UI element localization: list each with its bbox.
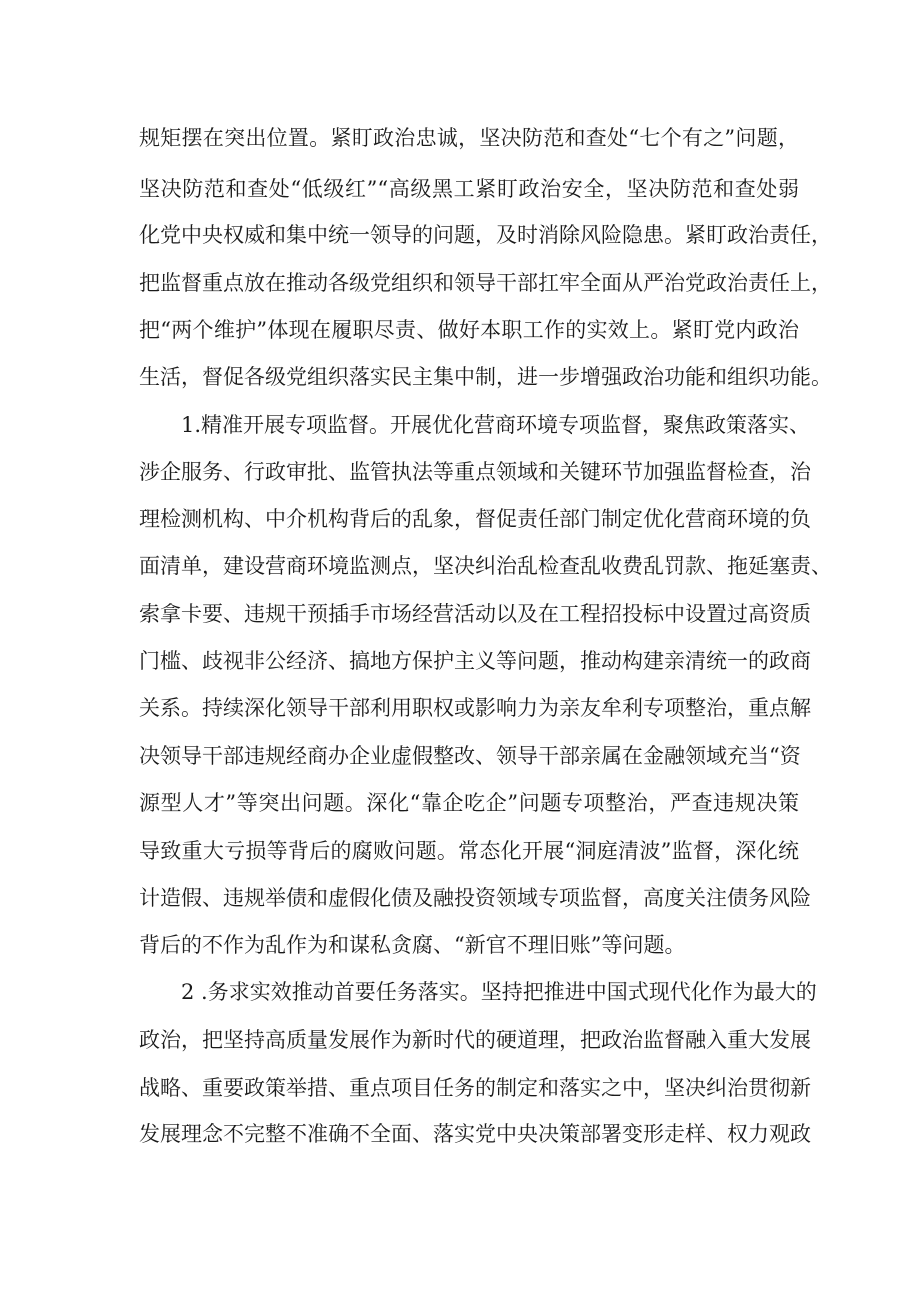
section-heading-line: 2 .务求实效推动首要任务落实。坚持把推进中国式现代化作为最大的 [181,980,817,1004]
text-line: 计造假、违规举债和虚假化债及融投资领域专项监督，高度关注债务风险 [139,886,811,910]
text-line: 关系。持续深化领导干部利用职权或影响力为亲友牟利专项整治，重点解 [139,696,811,720]
text-line: 规矩摆在突出位置。紧盯政治忠诚，坚决防范和查处“七个有之”问题， [139,126,799,150]
text-line: 化党中央权威和集中统一领导的问题，及时消除风险隐患。紧盯政治责任， [139,223,832,247]
text-line: 坚决防范和查处“低级红”“高级黑工紧盯政治安全，坚决防范和查处弱 [139,177,799,201]
text-line: 决领导干部违规经商办企业虚假整改、领导干部亲属在金融领域充当“资 [139,744,801,768]
text-line: 发展理念不完整不准确不全面、落实党中央决策部署变形走样、权力观政 [139,1122,811,1146]
text-line: 把监督重点放在推动各级党组织和领导干部扛牢全面从严治党政治责任上， [139,271,832,295]
text-line: 战略、重要政策举措、重点项目任务的制定和落实之中，坚决纠治贯彻新 [139,1076,811,1100]
text-line: 门槛、歧视非公经济、搞地方保护主义等问题，推动构建亲清统一的政商 [139,649,811,673]
text-line: 生活，督促各级党组织落实民主集中制，进一步增强政治功能和组织功能。 [139,365,832,389]
text-line: 背后的不作为乱作为和谋私贪腐、“新官不理旧账”等问题。 [139,933,686,957]
text-line: 涉企服务、行政审批、监管执法等重点领域和关键环节加强监督检查，治 [139,460,811,484]
text-line: 理检测机构、中介机构背后的乱象，督促责任部门制定优化营商环境的负 [139,507,811,531]
text-line: 政治，把坚持高质量发展作为新时代的硬道理，把政治监督融入重大发展 [139,1028,811,1052]
text-line: 导致重大亏损等背后的腐败问题。常态化开展“洞庭清波”监督，深化统 [139,839,799,863]
section-heading-line: 1.精准开展专项监督。开展优化营商环境专项监督，聚焦政策落实、 [181,413,811,437]
text-line: 把“两个维护”体现在履职尽责、做好本职工作的实效上。紧盯党内政治 [139,318,799,342]
text-line: 面清单，建设营商环境监测点，坚决纠治乱检查乱收费乱罚款、拖延塞责、 [139,554,832,578]
text-line: 源型人才”等突出问题。深化“靠企吃企”问题专项整治，严查违规决策 [139,791,799,815]
text-line: 索拿卡要、违规干预插手市场经营活动以及在工程招投标中设置过高资质 [139,602,811,626]
